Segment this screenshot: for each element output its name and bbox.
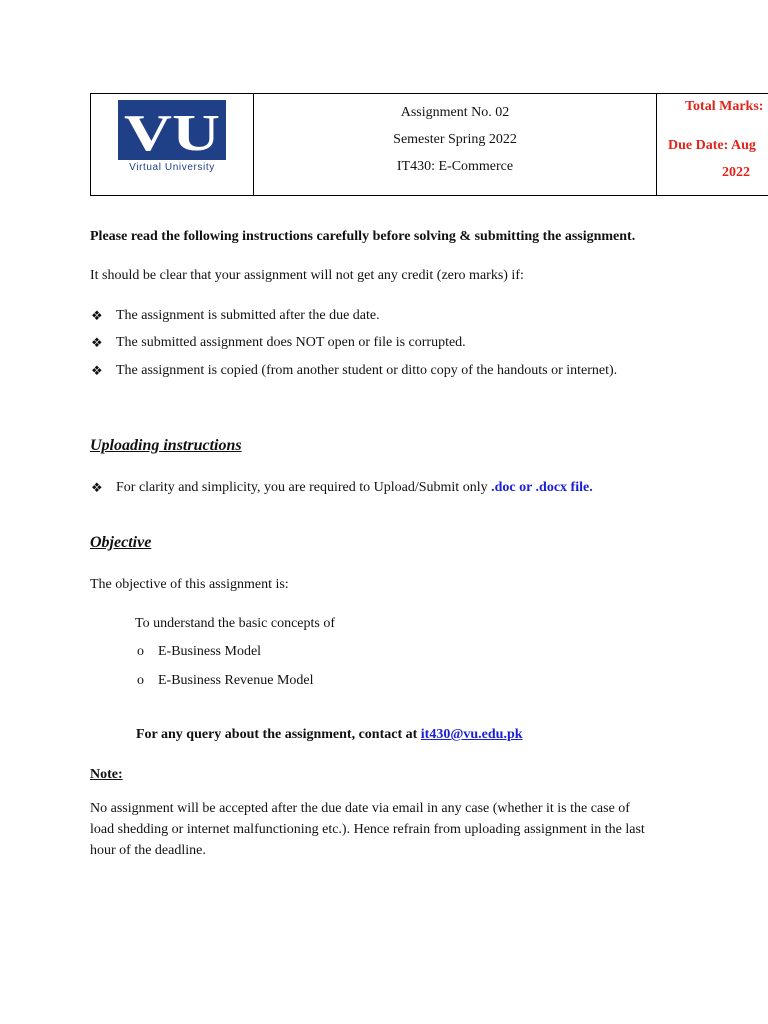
bullet-icon: ❖ xyxy=(91,308,103,323)
uploading-heading: Uploading instructions xyxy=(90,437,242,454)
semester: Semester Spring 2022 xyxy=(393,132,517,147)
rule-item: The assignment is copied (from another student or ditto copy of the handouts or internet). xyxy=(116,363,618,378)
contact-email-link[interactable]: it430@vu.edu.pk xyxy=(420,727,523,742)
due-date: Due Date: Aug xyxy=(668,138,756,153)
rule-item: The submitted assignment does NOT open or file is corrupted. xyxy=(116,335,466,350)
sub-bullet-icon: o xyxy=(137,644,144,659)
due-date-year: 2022 xyxy=(722,165,750,180)
bullet-icon: ❖ xyxy=(91,363,103,378)
rule-item: The assignment is submitted after the due date. xyxy=(116,308,380,323)
vu-logo-caption: Virtual University xyxy=(129,162,215,173)
vu-logo xyxy=(118,100,226,176)
header-divider-2 xyxy=(656,93,657,195)
objective-heading: Objective xyxy=(90,534,152,551)
assignment-number: Assignment No. 02 xyxy=(400,105,510,120)
note-line: hour of the deadline. xyxy=(90,843,206,858)
note-line: load shedding or internet malfunctioning etc.). Hence refrain from uploading assignment in the last xyxy=(90,822,645,837)
bullet-icon: ❖ xyxy=(91,335,103,350)
query-text: For any query about the assignment, contact at xyxy=(136,727,421,742)
query-line xyxy=(136,727,523,743)
objective-item: E-Business Model xyxy=(158,644,262,659)
objective-sub-intro: To understand the basic concepts of xyxy=(135,616,336,631)
total-marks: Total Marks: xyxy=(685,99,764,114)
bullet-icon: ❖ xyxy=(91,480,103,495)
vu-logo-mark xyxy=(118,100,226,160)
note-label: Note: xyxy=(90,767,123,782)
course-title: IT430: E-Commerce xyxy=(396,159,514,174)
upload-instruction xyxy=(116,480,593,496)
zero-credit-note: It should be clear that your assignment will not get any credit (zero marks) if: xyxy=(90,268,524,283)
instructions-lead: Please read the following instructions carefully before solving & submitting the assignment. xyxy=(90,229,636,244)
sub-bullet-icon: o xyxy=(137,673,144,688)
vu-logo-letters: VU xyxy=(124,105,220,160)
note-line: No assignment will be accepted after the due date via email in any case (whether it is the case of xyxy=(90,801,630,816)
file-format-highlight: .doc or .docx file. xyxy=(491,480,593,495)
objective-item: E-Business Revenue Model xyxy=(158,673,314,688)
upload-instruction-text: For clarity and simplicity, you are required to Upload/Submit only xyxy=(116,480,492,495)
objective-intro: The objective of this assignment is: xyxy=(90,577,289,592)
